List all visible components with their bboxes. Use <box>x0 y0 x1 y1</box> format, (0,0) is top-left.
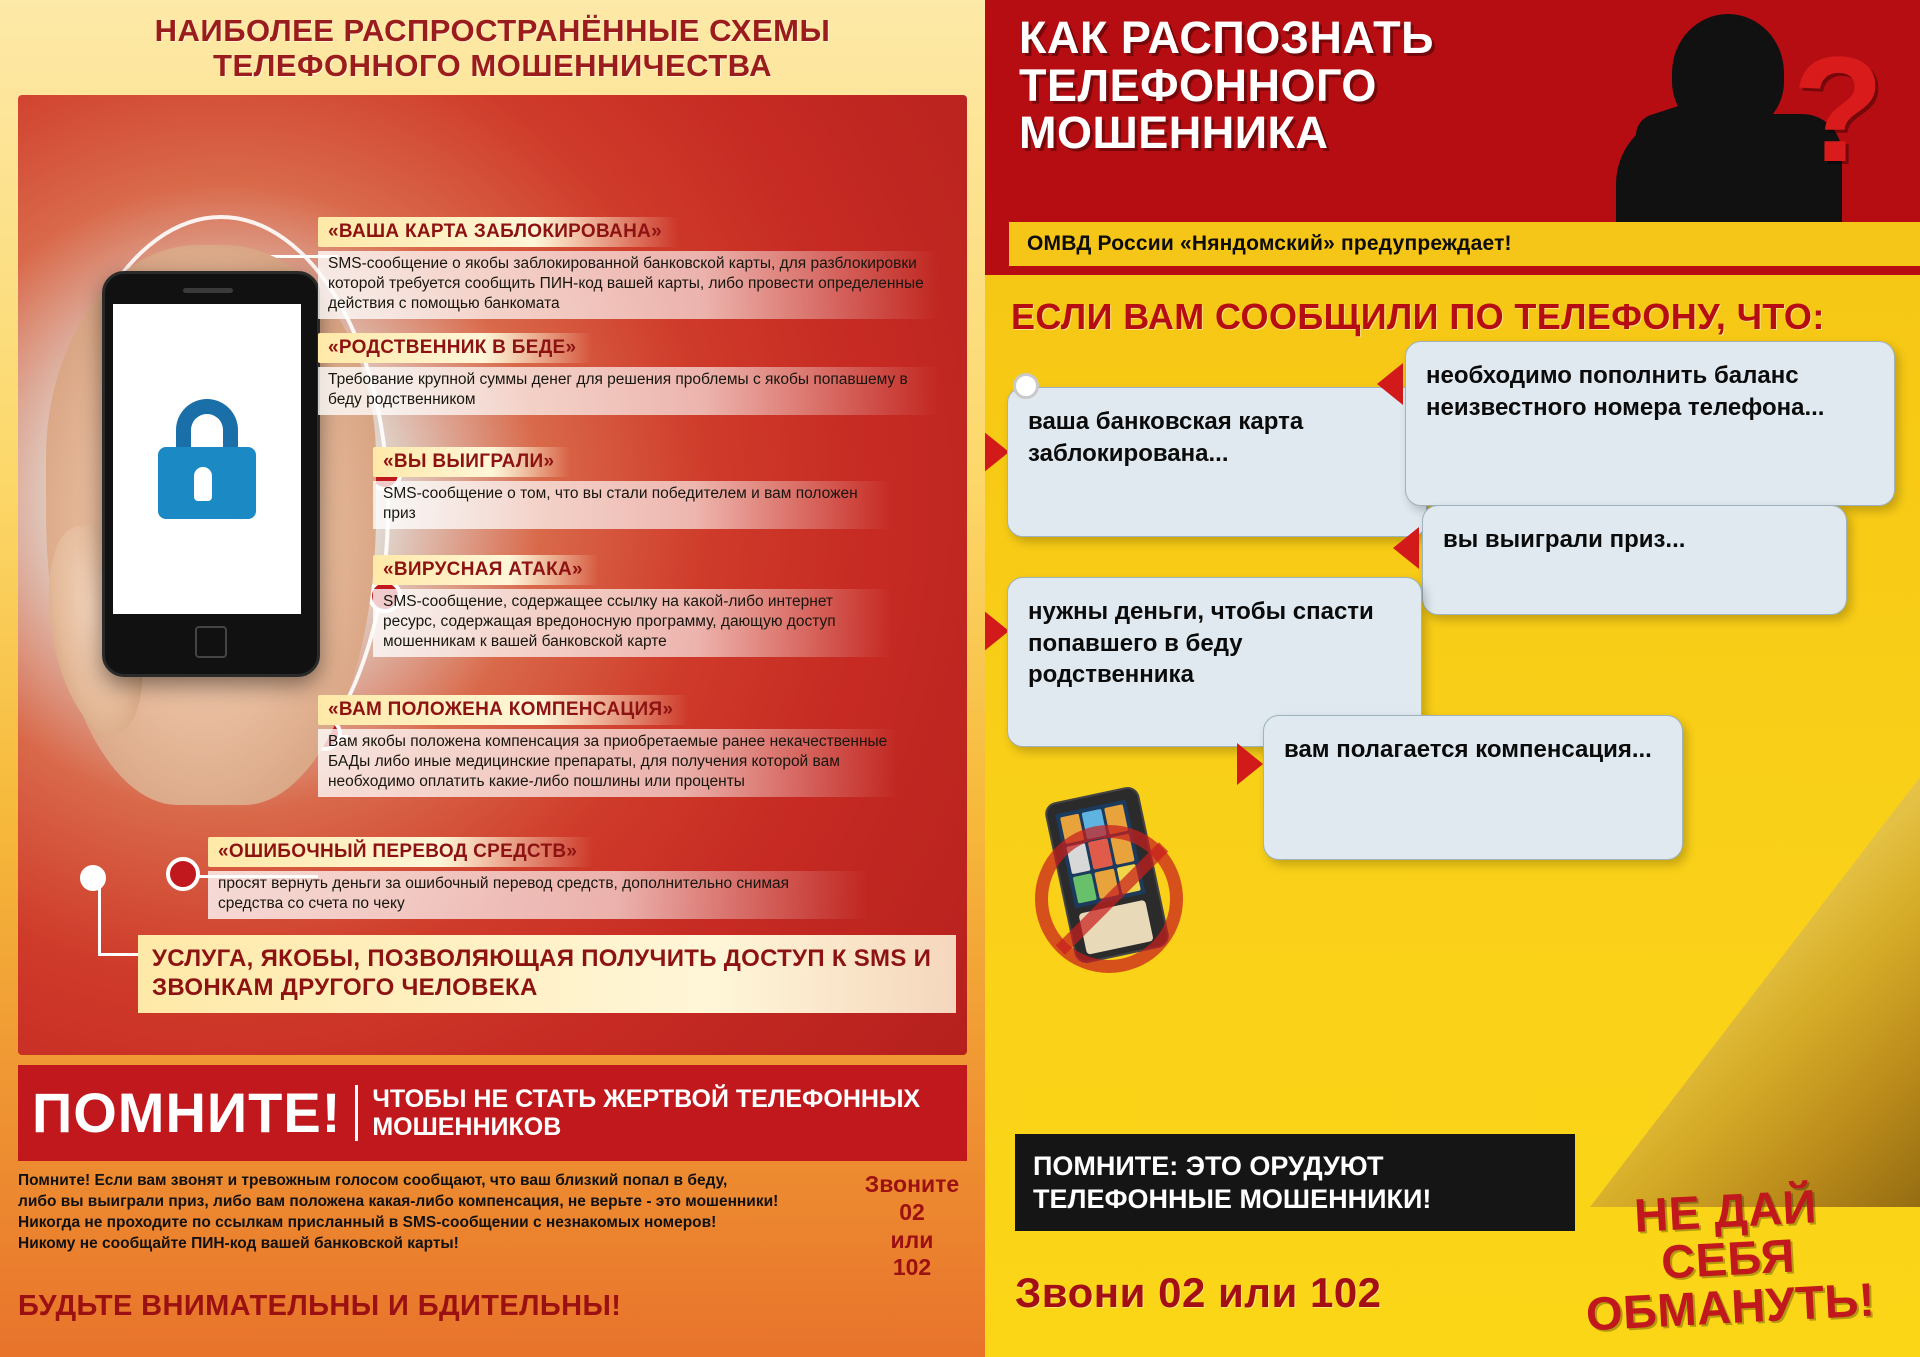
no-phone-fraud-icon <box>1025 787 1200 972</box>
thinking-man-icon <box>1602 6 1902 256</box>
claim-bubble: вам полагается компенсация... <box>1263 715 1683 860</box>
claim-bubble: нужны деньги, чтобы спасти попавшего в беду родственника <box>1007 577 1422 747</box>
note-line: либо вы выиграли приз, либо вам положена какая-либо компенсация, не верьте - это мошенники! <box>18 1193 779 1211</box>
bottom-note <box>18 1171 967 1281</box>
scheme-item-text: Требование крупной суммы денег для решения проблемы с якобы попавшему в беду родственником <box>318 367 938 415</box>
phone-speaker <box>183 288 233 293</box>
lock-icon <box>152 399 262 519</box>
scheme-item <box>208 837 868 919</box>
note-line: Никогда не проходите по ссылкам присланный в SMS-сообщении с незнакомых номеров! <box>18 1213 717 1231</box>
connector-line <box>98 885 101 955</box>
bullet-dot <box>166 857 200 891</box>
right-poster-title: КАК РАСПОЗНАТЬ ТЕЛЕФОННОГО МОШЕННИКА <box>1019 12 1434 159</box>
call-label: Звоните <box>864 1171 960 1198</box>
claim-bubble: ваша банковская карта заблокирована... <box>1007 387 1427 537</box>
scheme-item <box>373 555 893 656</box>
scheme-item <box>318 333 938 415</box>
scheme-item-title: «ВИРУСНАЯ АТАКА» <box>373 555 599 585</box>
scheme-item-text: SMS-сообщение, содержащее ссылку на какой-либо интернет ресурс, содержащая вредоносную программу, дающую доступ мошенникам к вашей банковской карте <box>373 589 893 656</box>
right-call-line: Звони 02 или 102 <box>1015 1269 1382 1316</box>
call-number-primary: 02 <box>899 1199 925 1226</box>
emergency-call-block <box>857 1171 967 1281</box>
question-mark-icon: ? <box>1792 25 1884 193</box>
claim-bubble: необходимо пополнить баланс неизвестного номера телефона... <box>1405 341 1895 506</box>
scheme-last-banner: УСЛУГА, ЯКОБЫ, ПОЗВОЛЯЮЩАЯ ПОЛУЧИТЬ ДОСТУП К SMS И ЗВОНКАМ ДРУГОГО ЧЕЛОВЕКА <box>138 935 956 1013</box>
call-number-secondary: 102 <box>892 1254 932 1281</box>
right-poster-question: ЕСЛИ ВАМ СООБЩИЛИ ПО ТЕЛЕФОНУ, ЧТО: <box>1011 296 1825 337</box>
left-footer-slogan: БУДЬТЕ ВНИМАТЕЛЬНЫ И БДИТЕЛЬНЫ! <box>18 1289 622 1322</box>
arrow-left-icon <box>1393 527 1419 569</box>
dont-be-fooled-slogan <box>1554 1178 1901 1339</box>
scheme-item-title: «ОШИБОЧНЫЙ ПЕРЕВОД СРЕДСТВ» <box>208 837 593 867</box>
call-or: или <box>890 1226 934 1253</box>
arrow-right-icon <box>1237 743 1263 785</box>
smartphone-graphic <box>102 271 320 677</box>
phone-screen <box>113 304 301 614</box>
scheme-item-text: SMS-сообщение о якобы заблокированной банковской карты, для разблокировки которой требуется сообщить ПИН-код вашей карты, либо провести определенные действия с помощью банкомата <box>318 251 938 318</box>
slogan-line: ОБМАНУТЬ! <box>1584 1272 1877 1341</box>
right-poster <box>985 0 1920 1357</box>
scheme-item-title: «ВАМ ПОЛОЖЕНА КОМПЕНСАЦИЯ» <box>318 695 689 725</box>
scheme-item <box>318 217 938 318</box>
claim-bubble: вы выиграли приз... <box>1422 505 1847 615</box>
remember-subtitle: ЧТОБЫ НЕ СТАТЬ ЖЕРТВОЙ ТЕЛЕФОННЫХ МОШЕННИКОВ <box>355 1085 953 1141</box>
arrow-right-icon <box>985 431 1009 473</box>
left-poster-title: НАИБОЛЕЕ РАСПРОСТРАНЁННЫЕ СХЕМЫ ТЕЛЕФОННОГО МОШЕННИЧЕСТВА <box>154 13 831 83</box>
remember-word: ПОМНИТЕ! <box>32 1081 342 1145</box>
left-poster-body <box>18 95 967 1055</box>
scheme-item-text: просят вернуть деньги за ошибочный перевод средств, дополнительно снимая средства со счета по чеку <box>208 871 868 919</box>
right-poster-subtitle: ОМВД России «Няндомский» предупреждает! <box>1009 222 1920 266</box>
scheme-item-text: SMS-сообщение о том, что вы стали победителем и вам положен приз <box>373 481 893 529</box>
note-line: Помните! Если вам звонят и тревожным голосом сообщают, что ваш близкий попал в беду, <box>18 1172 728 1190</box>
scheme-item-text: Вам якобы положена компенсация за приобретаемые ранее некачественные БАДы либо иные медицинские препараты, для получения которой вам необходимо оплатить какие-либо пошлины или проценты <box>318 729 898 796</box>
bubbles-area <box>985 345 1920 965</box>
scheme-item-title: «ВЫ ВЫИГРАЛИ» <box>373 447 570 477</box>
right-poster-header <box>985 0 1920 275</box>
right-remember-banner: ПОМНИТЕ: ЭТО ОРУДУЮТ ТЕЛЕФОННЫЕ МОШЕННИКИ! <box>1015 1134 1575 1231</box>
phone-home-button <box>195 626 227 658</box>
bullet-dot-small <box>80 865 106 891</box>
scheme-item-title: «ВАША КАРТА ЗАБЛОКИРОВАНА» <box>318 217 678 247</box>
note-line: Никому не сообщайте ПИН-код вашей банковской карты! <box>18 1234 459 1252</box>
scheme-item-title: «РОДСТВЕННИК В БЕДЕ» <box>318 333 592 363</box>
slogan-line: НЕ ДАЙ <box>1632 1179 1819 1242</box>
scheme-item <box>373 447 893 529</box>
arrow-right-icon <box>985 610 1009 652</box>
remember-bar <box>18 1065 967 1161</box>
slogan-line: СЕБЯ <box>1659 1228 1797 1289</box>
arrow-left-icon <box>1377 363 1403 405</box>
bottom-note-text <box>18 1171 841 1254</box>
scheme-item <box>318 695 898 796</box>
